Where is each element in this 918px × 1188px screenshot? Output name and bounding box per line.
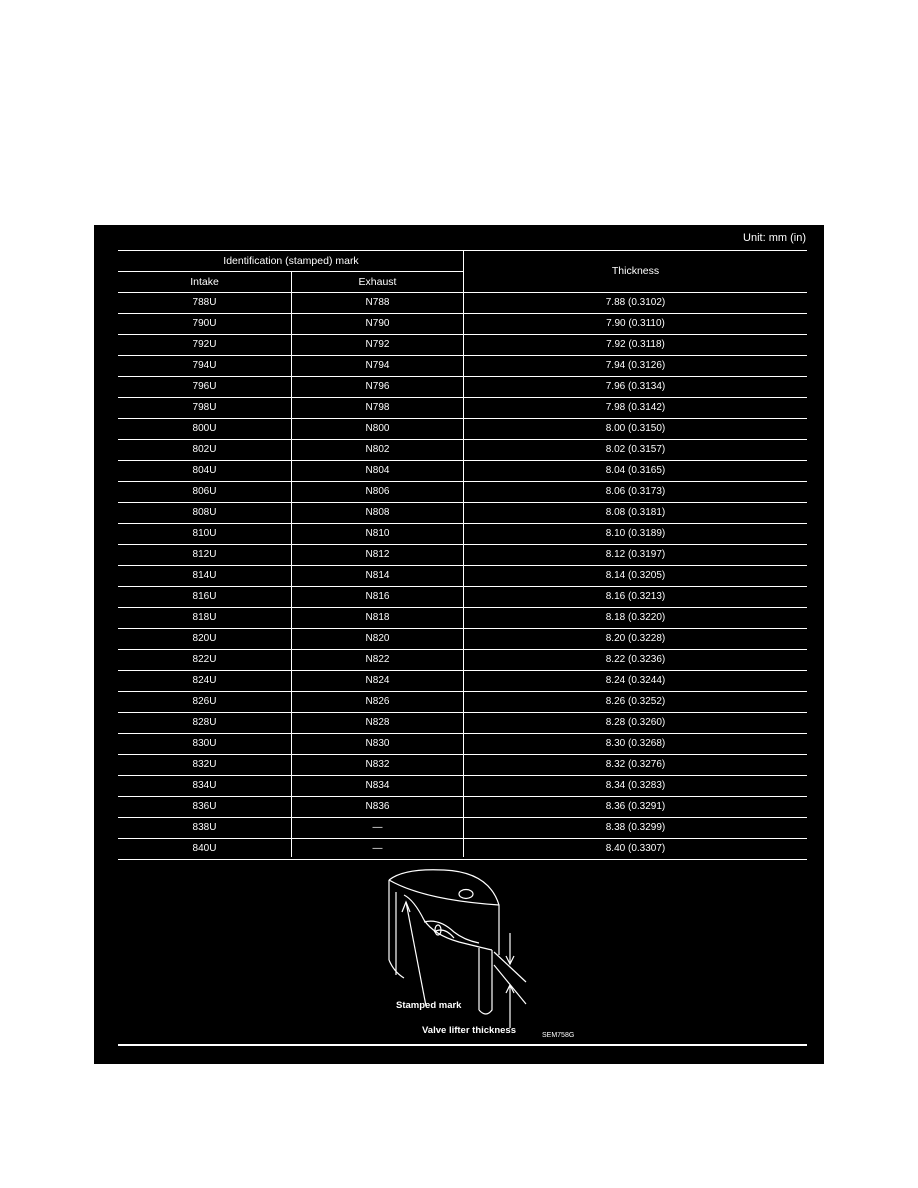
row-rule (118, 439, 807, 440)
intake-cell: 832U (192, 759, 217, 770)
thickness-cell: 8.18 (0.3220) (605, 612, 666, 623)
thickness-cell: 8.26 (0.3252) (605, 696, 666, 707)
thickness-cell: 8.10 (0.3189) (605, 528, 666, 539)
exhaust-cell: N800 (365, 423, 390, 434)
thickness-cell: 8.34 (0.3283) (605, 780, 666, 791)
row-rule (118, 838, 807, 839)
exhaust-cell: N794 (365, 360, 390, 371)
row-rule (118, 481, 807, 482)
thickness-cell: 8.32 (0.3276) (605, 759, 666, 770)
thickness-cell: 8.36 (0.3291) (605, 801, 666, 812)
valve-lifter-illustration (364, 860, 604, 1050)
intake-cell: 826U (192, 696, 217, 707)
thickness-cell: 8.40 (0.3307) (605, 843, 666, 854)
header-exhaust: Exhaust (358, 276, 397, 288)
thickness-cell: 8.22 (0.3236) (605, 654, 666, 665)
spec-panel (94, 225, 824, 1064)
valve-lifter-thickness-label: Valve lifter thickness (422, 1025, 516, 1036)
intake-cell: 836U (192, 801, 217, 812)
intake-cell: 804U (192, 465, 217, 476)
row-rule (118, 775, 807, 776)
intake-cell: 790U (192, 318, 217, 329)
exhaust-cell: N798 (365, 402, 390, 413)
header-identification: Identification (stamped) mark (223, 255, 359, 267)
exhaust-cell: N832 (365, 759, 390, 770)
thickness-cell: 7.90 (0.3110) (606, 318, 665, 329)
thickness-cell: 7.96 (0.3134) (605, 381, 666, 392)
intake-cell: 806U (192, 486, 217, 497)
thickness-cell: 7.98 (0.3142) (605, 402, 666, 413)
thickness-cell: 7.94 (0.3126) (605, 360, 666, 371)
header-intake: Intake (190, 276, 219, 288)
intake-cell: 812U (192, 549, 217, 560)
row-rule (118, 523, 807, 524)
thickness-cell: 8.24 (0.3244) (605, 675, 666, 686)
intake-cell: 822U (192, 654, 217, 665)
thickness-cell: 8.00 (0.3150) (605, 423, 666, 434)
row-rule (118, 586, 807, 587)
intake-cell: 820U (192, 633, 217, 644)
exhaust-cell: N808 (365, 507, 390, 518)
thickness-cell: 8.28 (0.3260) (605, 717, 666, 728)
exhaust-cell: N834 (365, 780, 390, 791)
row-rule (118, 376, 807, 377)
row-rule (118, 565, 807, 566)
intake-cell: 840U (192, 843, 217, 854)
exhaust-cell: N818 (365, 612, 390, 623)
row-rule (118, 670, 807, 671)
row-rule (118, 334, 807, 335)
intake-cell: 788U (192, 297, 217, 308)
unit-label: Unit: mm (in) (743, 232, 806, 244)
thickness-cell: 8.08 (0.3181) (605, 507, 666, 518)
thickness-cell: 8.16 (0.3213) (605, 591, 666, 602)
row-rule (118, 460, 807, 461)
intake-cell: 810U (192, 528, 217, 539)
exhaust-cell: N810 (365, 528, 390, 539)
thickness-cell: 8.20 (0.3228) (605, 633, 666, 644)
row-rule (118, 733, 807, 734)
valve-lifter-figure (364, 860, 604, 1050)
thickness-cell: 8.02 (0.3157) (605, 444, 666, 455)
thickness-cell: 7.88 (0.3102) (605, 297, 666, 308)
intake-cell: 816U (192, 591, 217, 602)
exhaust-cell: N814 (365, 570, 390, 581)
thickness-cell: 8.12 (0.3197) (605, 549, 666, 560)
stamped-mark-label: Stamped mark (396, 1000, 462, 1011)
intake-cell: 834U (192, 780, 217, 791)
thickness-cell: 8.30 (0.3268) (605, 738, 666, 749)
thickness-cell: 8.14 (0.3205) (605, 570, 666, 581)
row-rule (118, 355, 807, 356)
intake-cell: 794U (192, 360, 217, 371)
row-rule (118, 397, 807, 398)
intake-cell: 798U (192, 402, 217, 413)
thickness-cell: 8.04 (0.3165) (605, 465, 666, 476)
intake-cell: 800U (192, 423, 217, 434)
row-rule (118, 418, 807, 419)
intake-cell: 808U (192, 507, 217, 518)
exhaust-cell: N824 (365, 675, 390, 686)
exhaust-cell: N826 (365, 696, 390, 707)
row-rule (118, 544, 807, 545)
thickness-cell: 8.06 (0.3173) (605, 486, 666, 497)
exhaust-cell: N792 (365, 339, 390, 350)
intake-cell: 814U (192, 570, 217, 581)
exhaust-cell: N804 (365, 465, 390, 476)
intake-cell: 824U (192, 675, 217, 686)
thickness-cell: 7.92 (0.3118) (606, 339, 665, 350)
exhaust-cell: N836 (365, 801, 390, 812)
exhaust-cell: N812 (365, 549, 390, 560)
row-rule (118, 754, 807, 755)
intake-cell: 796U (192, 381, 217, 392)
row-rule (118, 817, 807, 818)
row-rule (118, 607, 807, 608)
exhaust-cell: N802 (365, 444, 390, 455)
panel-bottom-rule (118, 1044, 807, 1046)
exhaust-cell: N822 (365, 654, 390, 665)
intake-cell: 802U (192, 444, 217, 455)
figure-code: SEM758G (542, 1032, 575, 1039)
intake-cell: 838U (192, 822, 217, 833)
thickness-cell: 8.38 (0.3299) (605, 822, 666, 833)
exhaust-cell: N796 (365, 381, 390, 392)
exhaust-cell: N820 (365, 633, 390, 644)
exhaust-cell: N830 (365, 738, 390, 749)
header-thickness: Thickness (611, 265, 660, 277)
exhaust-cell: N816 (365, 591, 390, 602)
row-rule (118, 691, 807, 692)
intake-cell: 830U (192, 738, 217, 749)
exhaust-cell: — (372, 843, 383, 854)
intake-cell: 818U (192, 612, 217, 623)
exhaust-cell: — (372, 822, 383, 833)
exhaust-cell: N790 (365, 318, 390, 329)
intake-cell: 828U (192, 717, 217, 728)
row-rule (118, 649, 807, 650)
row-rule (118, 796, 807, 797)
row-rule (118, 628, 807, 629)
exhaust-cell: N828 (365, 717, 390, 728)
exhaust-cell: N806 (365, 486, 390, 497)
row-rule (118, 502, 807, 503)
exhaust-cell: N788 (365, 297, 390, 308)
intake-cell: 792U (192, 339, 217, 350)
row-rule (118, 712, 807, 713)
row-rule (118, 313, 807, 314)
